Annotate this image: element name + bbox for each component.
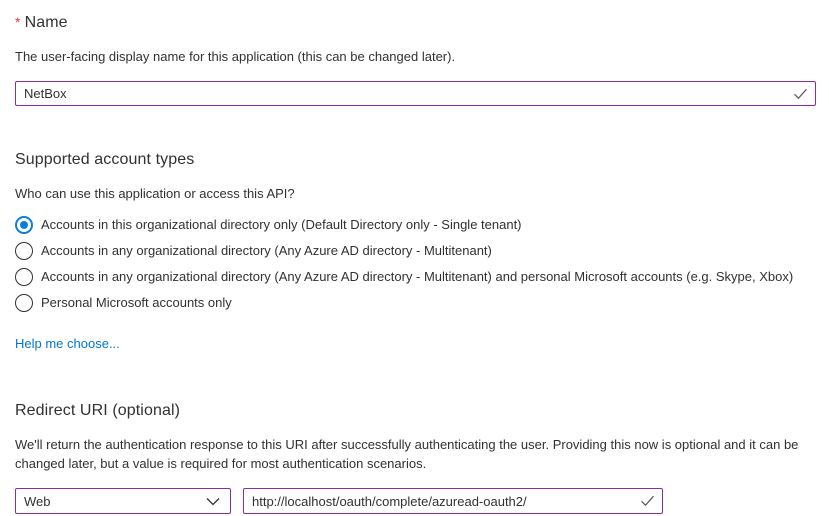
redirect-uri-input[interactable]	[243, 488, 663, 514]
radio-option-multitenant[interactable]	[15, 238, 816, 264]
radio-selected-icon[interactable]	[15, 216, 33, 234]
radio-unselected-icon[interactable]	[15, 294, 33, 312]
help-me-choose-link[interactable]: Help me choose...	[15, 336, 120, 351]
name-description: The user-facing display name for this application (this can be changed later).	[15, 49, 456, 64]
account-types-question: Who can use this application or access this API?	[15, 186, 295, 201]
radio-option-label: Accounts in any organizational directory (Any Azure AD directory - Multitenant) and personal Microsoft accounts (e.g. Skype, Xbox)	[41, 269, 794, 284]
name-title-text: Name	[24, 14, 68, 31]
account-type-radio-group	[15, 212, 816, 316]
account-types-title: Supported account types	[15, 151, 195, 168]
radio-option-label: Accounts in any organizational directory (Any Azure AD directory - Multitenant)	[41, 243, 492, 258]
radio-option-single-tenant[interactable]	[15, 212, 816, 238]
chevron-down-icon	[206, 497, 220, 506]
required-asterisk: *	[15, 14, 21, 30]
radio-option-label: Personal Microsoft accounts only	[41, 295, 232, 310]
name-section-title	[15, 10, 816, 32]
platform-selected-value: Web	[24, 493, 51, 509]
redirect-uri-row	[15, 488, 816, 514]
redirect-uri-title: Redirect URI (optional)	[15, 402, 181, 419]
app-name-input[interactable]	[15, 81, 816, 106]
platform-select-dropdown[interactable]	[15, 488, 231, 514]
radio-option-label: Accounts in this organizational directory only (Default Directory only - Single tenant)	[41, 217, 522, 232]
radio-unselected-icon[interactable]	[15, 268, 33, 286]
radio-option-personal-only[interactable]	[15, 290, 816, 316]
radio-unselected-icon[interactable]	[15, 242, 33, 260]
radio-option-multitenant-personal[interactable]	[15, 264, 816, 290]
redirect-uri-description: We'll return the authentication response to this URI after successfully authenticating the user. Providing this now is optional and it can be changed later, but a value is required for most authentication scenarios.	[15, 437, 799, 471]
